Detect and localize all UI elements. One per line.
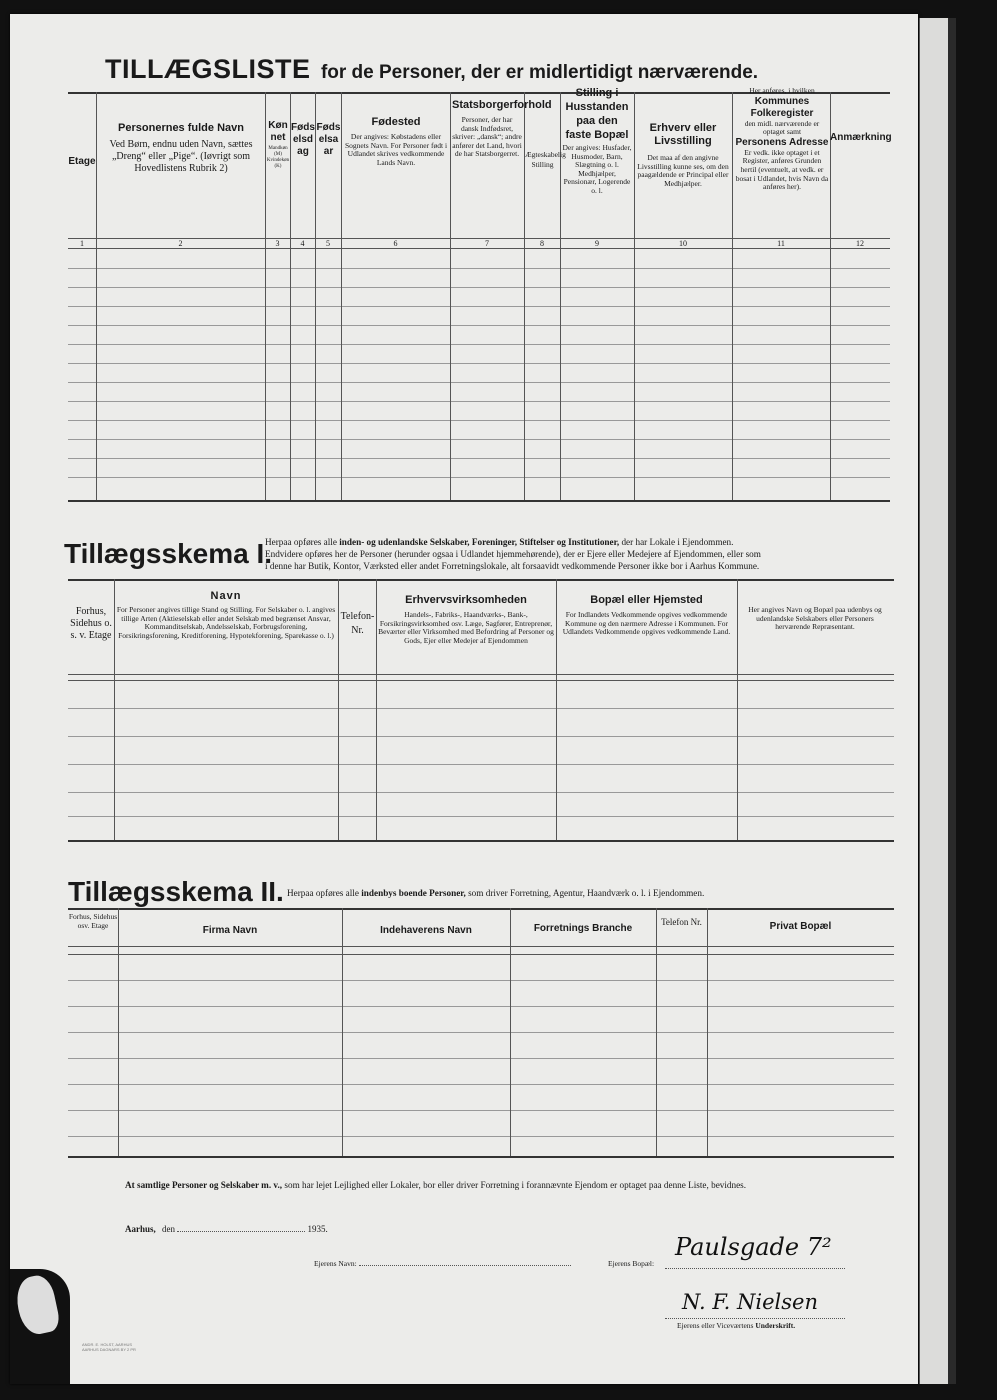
- printer-mark: ANDR. E. HOLST, AARHUS AARHUS DAGNARS BY 2 PR: [82, 1342, 136, 1352]
- col-num-8: 8: [540, 239, 544, 248]
- col-household-header: Stilling i Husstanden paa den faste Bopæl Der angives: Husfader, Husmoder, Barn, Slægtning o. l. Medhjælper, Pensionær, Logerende o. l.: [562, 87, 632, 195]
- skema1-col-erhverv: Erhvervsvirksomheden Handels-, Fabriks-, Haandværks-, Bank-, Forsikringsvirksomhed osv. Læge, Sagfører, Entreprenør, Beværter eller Virksomhed med Befordring af Personer og Gods, Ejer eller Medejer af Ejendommen: [378, 594, 554, 645]
- col-num-4: 4: [300, 239, 305, 248]
- col-occupation-header: Erhverv eller Livsstilling Det maa af den angivne Livsstilling kunne ses, om den paagældende er Principal eller Medhjælper.: [637, 122, 729, 188]
- binding-edge: [948, 18, 956, 1384]
- col-birthday-header: Fødselsdag: [291, 122, 315, 157]
- col-num-2: 2: [178, 239, 183, 248]
- col-num-3: 3: [275, 239, 280, 248]
- skema2-col-etage: Forhus, Sidehus osv. Etage: [68, 912, 118, 930]
- next-page-edge: [919, 18, 950, 1384]
- col-citizenship-header: Statsborgerforhold Personer, der har dansk Indfødsret, skriver: „dansk“; andre anfører det Land, hvori de har Statsborgerret.: [452, 99, 552, 159]
- col-num-12: 12: [856, 239, 864, 248]
- col-num-1: 1: [80, 239, 84, 248]
- col-num-5: 5: [326, 239, 330, 248]
- census-form-page: [10, 14, 918, 1384]
- signature-handwritten: N. F. Nielsen: [682, 1290, 818, 1314]
- col-etage-header: Etage: [68, 156, 96, 167]
- col-num-9: 9: [595, 239, 599, 248]
- skema1-col-repraesentant: Her angives Navn og Bopæl paa udenbys og udenlandske Selskabers eller Personers herværende Repræsentant.: [748, 605, 882, 632]
- owner-name-field: Ejerens Navn:: [314, 1259, 571, 1268]
- skema2-col-branche: Forretnings Branche: [533, 923, 633, 934]
- signature-label: Ejerens eller Viceværtens Underskrift.: [677, 1321, 796, 1330]
- col-birthplace-header: Fødested Der angives: Købstadens eller Sognets Navn. For Personer født i Udlandet skrives vedkommende Lands Navn.: [344, 116, 448, 167]
- skema1-title: Tillægsskema I.: [64, 538, 273, 569]
- col-marital-header: Ægteskabelig Stilling: [525, 150, 566, 169]
- skema2-intro: Herpaa opføres alle indenbys boende Personer, som driver Forretning, Agentur, Haandværk o. l. i Ejendommen.: [287, 888, 705, 898]
- col-name-header: Personernes fulde Navn Ved Børn, endnu uden Navn, sættes „Dreng“ eller „Pige“. (Iøvrigt som Hovedlistens Rubrik 2): [109, 122, 253, 174]
- skema1-intro: Herpaa opføres alle inden- og udenlandske Selskaber, Foreninger, Stiftelser og Institutioner, der har Lokale i Ejendommen. Endvidere opføres her de Personer (herunder ogsaa i Udlandet hjemmehørende), der er Ejere eller Medejere af Ejendommen, eller som i denne har Butik, Kontor, Værksted eller andet Forretningslokale, alt forsaavidt vedkommende Personer ikke bor i Aarhus Kommune.: [265, 537, 761, 571]
- skema1-col-etage: Forhus, Sidehus o. s. v. Etage: [70, 606, 112, 641]
- skema2-col-indehaver: Indehaverens Navn: [380, 925, 472, 936]
- skema2-col-firma: Firma Navn: [202, 925, 258, 936]
- skema1-col-navn: Navn For Personer angives tillige Stand og Stilling. For Selskaber o. l. angives tillige Arten (Aktieselskab eller andet Selskab med begrænset Ansvar, Kommanditselskab, Andelsselskab, Forbrugsforening, Forsikringsforening, Kreditforening, Hypotekforening, Sparekasse o. l.): [116, 590, 336, 640]
- col-num-11: 11: [777, 239, 785, 248]
- main-title: [105, 54, 918, 85]
- col-num-6: 6: [393, 239, 398, 248]
- owner-address-handwritten: Paulsgade 7²: [675, 1233, 832, 1261]
- skema1-col-bopael: Bopæl eller Hjemsted For Indlandets Vedkommende opgives vedkommende Kommune og den nærmere Adresse i Kommunen. For Udlandets Vedkommende opgives vedkommende Land.: [562, 594, 731, 637]
- col-register-header: Her anføres, i hvilken Kommunes Folkeregister den midl. nærværende er optaget samt Personens Adresse Er vedk. ikke optaget i et Register, anføres Grunden hertil (eventuelt, at vedk. er bosat i Udlandet, hvis Navn da anføres her).: [735, 86, 829, 192]
- col-gender-header: Kønnet Mandkøn (M) Kvindekøn (K): [266, 120, 290, 169]
- col-num-7: 7: [485, 239, 489, 248]
- footer-date-line: Aarhus, den 1935.: [125, 1224, 328, 1234]
- owner-address-field: Ejerens Bopæl:: [608, 1259, 655, 1268]
- footer-statement: At samtlige Personer og Selskaber m. v., som har lejet Lejlighed eller Lokaler, bor eller driver Forretning i forannævnte Ejendom er optaget paa denne Liste, bevidnes.: [125, 1180, 747, 1190]
- col-remarks-header: Anmærkning: [830, 132, 892, 143]
- skema2-title: Tillægsskema II.: [68, 876, 284, 907]
- col-birthyear-header: Fødselsaar: [316, 122, 341, 157]
- skema1-col-telefon: Telefon-Nr.: [340, 611, 375, 636]
- col-num-10: 10: [679, 239, 687, 248]
- main-title-rest: for de Personer, der er midlertidigt nærværende.: [320, 62, 759, 83]
- main-title-bold: TILLÆGSLISTE: [105, 54, 311, 84]
- skema2-col-bopael: Privat Bopæl: [769, 921, 832, 932]
- skema2-col-telefon: Telefon Nr.: [661, 917, 702, 927]
